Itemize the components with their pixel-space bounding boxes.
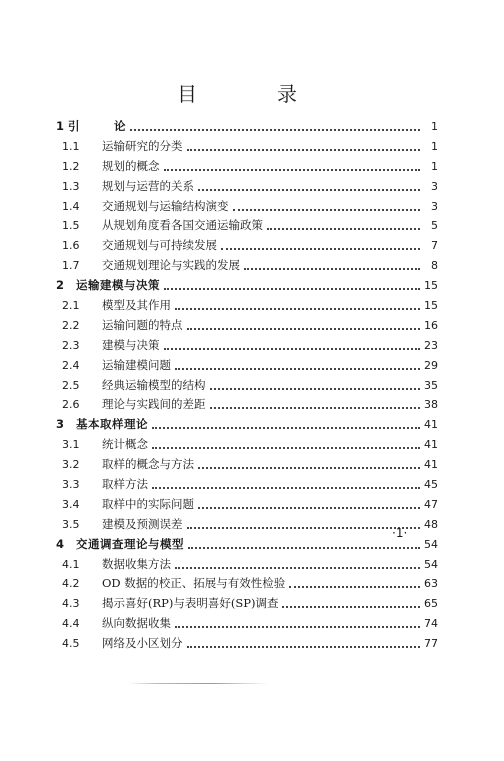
entry-page: 7 xyxy=(431,239,438,253)
toc-entry[interactable] xyxy=(56,198,438,218)
toc-entry[interactable] xyxy=(56,635,438,655)
entry-page: 74 xyxy=(424,617,438,631)
toc-entry[interactable] xyxy=(56,317,438,337)
leader-dots xyxy=(282,606,420,608)
toc-entry[interactable] xyxy=(56,377,438,397)
entry-number: 3.1 xyxy=(62,438,80,452)
entry-number: 2.6 xyxy=(62,398,80,412)
entry-title: 模型及其作用 xyxy=(102,298,171,313)
entry-page: 8 xyxy=(431,259,438,273)
entry-number: 3.2 xyxy=(62,458,80,472)
toc-entry[interactable] xyxy=(56,237,438,257)
entry-page: 15 xyxy=(424,279,438,293)
entry-number: 4.5 xyxy=(62,637,80,651)
entry-page: 5 xyxy=(431,219,438,233)
leader-dots xyxy=(175,567,420,569)
leader-dots xyxy=(221,248,420,250)
entry-page: 23 xyxy=(424,338,438,352)
toc-entry[interactable] xyxy=(56,396,438,416)
entry-title: 取样方法 xyxy=(102,477,148,492)
leader-dots xyxy=(164,288,420,290)
toc-entry[interactable] xyxy=(56,138,438,158)
entry-page: 3 xyxy=(431,199,438,213)
page-number: ·1· xyxy=(392,526,408,540)
entry-page: 16 xyxy=(424,318,438,332)
leader-dots xyxy=(175,308,420,310)
leader-dots xyxy=(152,447,420,449)
entry-title: 基本取样理论 xyxy=(76,417,148,432)
toc-entry[interactable] xyxy=(56,556,438,576)
entry-number: 1.5 xyxy=(62,219,80,233)
entry-page: 65 xyxy=(424,597,438,611)
toc-entry[interactable] xyxy=(56,456,438,476)
toc-entry[interactable] xyxy=(56,257,438,277)
entry-page: 41 xyxy=(424,438,438,452)
toc-entry[interactable] xyxy=(56,297,438,317)
entry-number: 3.4 xyxy=(62,497,80,511)
entry-page: 35 xyxy=(424,378,438,392)
leader-dots xyxy=(233,209,421,211)
entry-number: 2 xyxy=(56,278,65,293)
leader-dots xyxy=(187,328,421,330)
entry-page: 29 xyxy=(424,358,438,372)
toc-entry[interactable] xyxy=(56,158,438,178)
leader-dots xyxy=(164,348,421,350)
entry-page: 63 xyxy=(424,577,438,591)
entry-title: 交通调查理论与模型 xyxy=(76,536,184,551)
entry-title: 网络及小区划分 xyxy=(102,636,183,651)
entry-page: 15 xyxy=(424,299,438,313)
entry-title: 规划的概念 xyxy=(102,158,160,173)
entry-title: 经典运输模型的结构 xyxy=(102,377,206,392)
entry-number: 2.1 xyxy=(62,299,80,313)
leader-dots xyxy=(198,507,420,509)
entry-title: 揭示喜好(RP)与表明喜好(SP)调查 xyxy=(102,596,279,611)
table-of-contents xyxy=(56,118,438,655)
entry-page: 54 xyxy=(424,537,438,551)
entry-number: 1.6 xyxy=(62,239,80,253)
toc-entry[interactable] xyxy=(56,416,438,436)
entry-page: 45 xyxy=(424,478,438,492)
entry-page: 41 xyxy=(424,458,438,472)
entry-page: 1 xyxy=(431,159,438,173)
entry-title: 论 xyxy=(114,119,126,133)
toc-entry[interactable] xyxy=(56,496,438,516)
entry-title: 数据收集方法 xyxy=(102,556,171,571)
leader-dots xyxy=(187,149,421,151)
entry-title: 纵向数据收集 xyxy=(102,616,171,631)
leader-dots xyxy=(188,547,420,549)
toc-entry[interactable] xyxy=(56,436,438,456)
entry-title: 运输建模问题 xyxy=(102,357,171,372)
entry-number: 1.1 xyxy=(62,139,80,153)
entry-title: 取样的概念与方法 xyxy=(102,457,194,472)
leader-dots xyxy=(175,626,420,628)
entry-number: 1.4 xyxy=(62,199,80,213)
entry-page: 48 xyxy=(424,517,438,531)
entry-number: 1.3 xyxy=(62,179,80,193)
entry-title: 交通规划与运输结构演变 xyxy=(102,198,229,213)
leader-dots xyxy=(164,169,421,171)
leader-dots xyxy=(210,407,421,409)
entry-title: 规划与运营的关系 xyxy=(102,178,194,193)
entry-page: 1 xyxy=(431,139,438,153)
entry-number: 2.3 xyxy=(62,338,80,352)
entry-title: 理论与实践间的差距 xyxy=(102,397,206,412)
entry-title: 取样中的实际问题 xyxy=(102,496,194,511)
leader-dots xyxy=(175,368,420,370)
toc-entry[interactable] xyxy=(56,337,438,357)
entry-title: 运输问题的特点 xyxy=(102,317,183,332)
entry-page: 77 xyxy=(424,637,438,651)
leader-dots xyxy=(267,228,420,230)
toc-entry[interactable] xyxy=(56,217,438,237)
entry-page: 38 xyxy=(424,398,438,412)
entry-number: 2.5 xyxy=(62,378,80,392)
entry-number: 4 xyxy=(56,536,65,551)
entry-page: 47 xyxy=(424,497,438,511)
toc-entry[interactable] xyxy=(56,178,438,198)
leader-dots xyxy=(198,189,420,191)
entry-number: 1.2 xyxy=(62,159,80,173)
entry-title: 从规划角度看各国交通运输政策 xyxy=(102,218,263,233)
toc-entry[interactable] xyxy=(56,516,438,536)
leader-dots xyxy=(187,646,421,648)
entry-title: 运输建模与决策 xyxy=(76,278,160,293)
page-title: 目 录 xyxy=(177,82,327,106)
leader-dots xyxy=(187,527,421,529)
entry-number: 4.3 xyxy=(62,597,80,611)
leader-dots xyxy=(210,388,421,390)
entry-page: 54 xyxy=(424,557,438,571)
entry-title: 运输研究的分类 xyxy=(102,138,183,153)
entry-number: 3 xyxy=(56,417,65,432)
entry-title: 交通规划与可持续发展 xyxy=(102,238,217,253)
toc-entry[interactable] xyxy=(56,615,438,635)
entry-number: 4.1 xyxy=(62,557,80,571)
entry-number: 3.5 xyxy=(62,517,80,531)
toc-entry[interactable] xyxy=(56,357,438,377)
toc-entry[interactable] xyxy=(56,476,438,496)
entry-title: 建模与决策 xyxy=(102,337,160,352)
toc-entry[interactable] xyxy=(56,575,438,595)
entry-page: 3 xyxy=(431,179,438,193)
entry-number: 1.7 xyxy=(62,259,80,273)
entry-number: 4.2 xyxy=(62,577,80,591)
entry-title: 建模及预测误差 xyxy=(102,516,183,531)
entry-number: 2.2 xyxy=(62,318,80,332)
toc-entry[interactable] xyxy=(56,595,438,615)
leader-dots xyxy=(130,129,420,131)
scan-artifact-line xyxy=(128,683,268,684)
entry-number: 3.3 xyxy=(62,478,80,492)
entry-title: 交通规划理论与实践的发展 xyxy=(102,258,240,273)
entry-title: OD 数据的校正、拓展与有效性检验 xyxy=(102,576,286,591)
entry-number: 4.4 xyxy=(62,617,80,631)
entry-number: 1 引 xyxy=(56,119,80,133)
leader-dots xyxy=(152,487,420,489)
leader-dots xyxy=(152,427,420,429)
leader-dots xyxy=(289,586,420,588)
leader-dots xyxy=(198,467,420,469)
entry-page: 1 xyxy=(431,120,438,133)
entry-number: 2.4 xyxy=(62,358,80,372)
toc-entry[interactable] xyxy=(56,536,438,556)
entry-page: 41 xyxy=(424,418,438,432)
toc-entry[interactable] xyxy=(56,118,438,138)
entry-title: 统计概念 xyxy=(102,437,148,452)
leader-dots xyxy=(244,268,420,270)
toc-entry[interactable] xyxy=(56,277,438,297)
